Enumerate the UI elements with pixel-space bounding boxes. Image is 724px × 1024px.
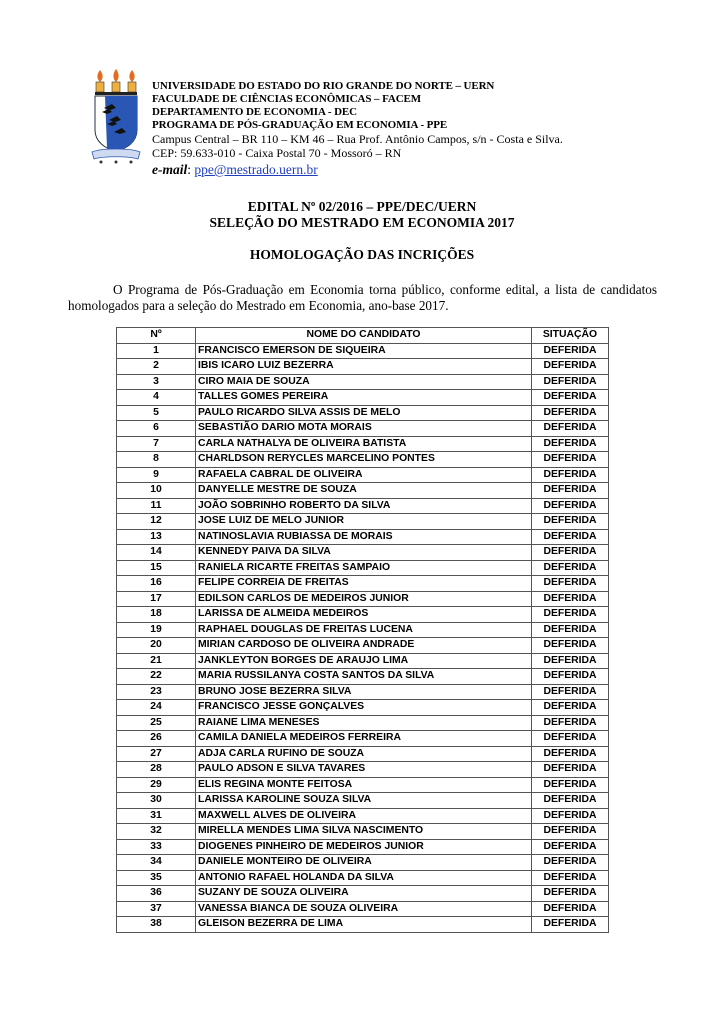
row-number: 29 xyxy=(117,777,196,793)
table-row xyxy=(117,390,609,406)
postal-line: CEP: 59.633-010 - Caixa Postal 70 - Mossoró – RN xyxy=(152,146,402,160)
candidate-name: DANIELE MONTEIRO DE OLIVEIRA xyxy=(196,855,532,871)
row-number: 26 xyxy=(117,731,196,747)
status-cell: DEFERIDA xyxy=(532,405,609,421)
status-cell: DEFERIDA xyxy=(532,591,609,607)
status-cell: DEFERIDA xyxy=(532,777,609,793)
email-separator: : xyxy=(187,162,195,177)
candidate-name: FRANCISCO JESSE GONÇALVES xyxy=(196,700,532,716)
row-number: 22 xyxy=(117,669,196,685)
table-row xyxy=(117,514,609,530)
program-name: PROGRAMA DE PÓS-GRADUAÇÃO EM ECONOMIA - PPE xyxy=(152,119,448,131)
table-row xyxy=(117,638,609,654)
header-candidate-name: NOME DO CANDIDATO xyxy=(196,328,532,344)
table-row xyxy=(117,576,609,592)
table-row xyxy=(117,777,609,793)
row-number: 6 xyxy=(117,421,196,437)
row-number: 25 xyxy=(117,715,196,731)
shield-icon xyxy=(95,96,137,152)
candidate-name: KENNEDY PAIVA DA SILVA xyxy=(196,545,532,561)
status-cell: DEFERIDA xyxy=(532,467,609,483)
table-row xyxy=(117,421,609,437)
row-number: 5 xyxy=(117,405,196,421)
candidate-name: IBIS ICARO LUIZ BEZERRA xyxy=(196,359,532,375)
candidate-name: RANIELA RICARTE FREITAS SAMPAIO xyxy=(196,560,532,576)
candidate-name: DANYELLE MESTRE DE SOUZA xyxy=(196,483,532,499)
status-cell: DEFERIDA xyxy=(532,808,609,824)
status-cell: DEFERIDA xyxy=(532,669,609,685)
table-row xyxy=(117,793,609,809)
candidate-name: VANESSA BIANCA DE SOUZA OLIVEIRA xyxy=(196,901,532,917)
candidate-name: ELIS REGINA MONTE FEITOSA xyxy=(196,777,532,793)
table-row xyxy=(117,374,609,390)
candidate-name: RAFAELA CABRAL DE OLIVEIRA xyxy=(196,467,532,483)
row-number: 31 xyxy=(117,808,196,824)
status-cell: DEFERIDA xyxy=(532,715,609,731)
table-row xyxy=(117,731,609,747)
table-row xyxy=(117,359,609,375)
row-number: 15 xyxy=(117,560,196,576)
status-cell: DEFERIDA xyxy=(532,390,609,406)
department-name: DEPARTAMENTO DE ECONOMIA - DEC xyxy=(152,106,358,118)
row-number: 11 xyxy=(117,498,196,514)
table-row xyxy=(117,653,609,669)
edital-title: EDITAL Nº 02/2016 – PPE/DEC/UERN xyxy=(247,199,477,214)
status-cell: DEFERIDA xyxy=(532,638,609,654)
row-number: 3 xyxy=(117,374,196,390)
candidate-name: SUZANY DE SOUZA OLIVEIRA xyxy=(196,886,532,902)
table-row xyxy=(117,560,609,576)
selection-title: SELEÇÃO DO MESTRADO EM ECONOMIA 2017 xyxy=(209,215,515,230)
row-number: 28 xyxy=(117,762,196,778)
candidate-name: FRANCISCO EMERSON DE SIQUEIRA xyxy=(196,343,532,359)
status-cell: DEFERIDA xyxy=(532,731,609,747)
candidate-name: NATINOSLAVIA RUBIASSA DE MORAIS xyxy=(196,529,532,545)
candidate-name: JANKLEYTON BORGES DE ARAUJO LIMA xyxy=(196,653,532,669)
row-number: 10 xyxy=(117,483,196,499)
table-row xyxy=(117,498,609,514)
table-row xyxy=(117,452,609,468)
torch-icon xyxy=(95,69,137,95)
status-cell: DEFERIDA xyxy=(532,824,609,840)
candidate-name: GLEISON BEZERRA DE LIMA xyxy=(196,917,532,933)
status-cell: DEFERIDA xyxy=(532,607,609,623)
table-row xyxy=(117,762,609,778)
candidate-name: BRUNO JOSE BEZERRA SILVA xyxy=(196,684,532,700)
row-number: 14 xyxy=(117,545,196,561)
candidates-table xyxy=(116,327,609,933)
status-cell: DEFERIDA xyxy=(532,483,609,499)
table-row xyxy=(117,405,609,421)
status-cell: DEFERIDA xyxy=(532,529,609,545)
candidate-name: PAULO ADSON E SILVA TAVARES xyxy=(196,762,532,778)
row-number: 37 xyxy=(117,901,196,917)
status-cell: DEFERIDA xyxy=(532,452,609,468)
candidate-name: MIRELLA MENDES LIMA SILVA NASCIMENTO xyxy=(196,824,532,840)
candidate-name: FELIPE CORREIA DE FREITAS xyxy=(196,576,532,592)
table-row xyxy=(117,436,609,452)
candidate-name: PAULO RICARDO SILVA ASSIS DE MELO xyxy=(196,405,532,421)
table-row xyxy=(117,591,609,607)
table-row xyxy=(117,483,609,499)
status-cell: DEFERIDA xyxy=(532,560,609,576)
row-number: 32 xyxy=(117,824,196,840)
candidate-name: TALLES GOMES PEREIRA xyxy=(196,390,532,406)
candidate-name: SEBASTIÃO DARIO MOTA MORAIS xyxy=(196,421,532,437)
faculty-name: FACULDADE DE CIÊNCIAS ECONÔMICAS – FACEM xyxy=(152,93,422,105)
status-cell: DEFERIDA xyxy=(532,700,609,716)
row-number: 9 xyxy=(117,467,196,483)
status-cell: DEFERIDA xyxy=(532,343,609,359)
row-number: 35 xyxy=(117,870,196,886)
candidate-name: ANTONIO RAFAEL HOLANDA DA SILVA xyxy=(196,870,532,886)
row-number: 23 xyxy=(117,684,196,700)
table-row xyxy=(117,467,609,483)
row-number: 19 xyxy=(117,622,196,638)
status-cell: DEFERIDA xyxy=(532,653,609,669)
row-number: 34 xyxy=(117,855,196,871)
row-number: 2 xyxy=(117,359,196,375)
status-cell: DEFERIDA xyxy=(532,514,609,530)
candidate-name: CIRO MAIA DE SOUZA xyxy=(196,374,532,390)
row-number: 36 xyxy=(117,886,196,902)
table-row xyxy=(117,917,609,933)
row-number: 16 xyxy=(117,576,196,592)
header-status: SITUAÇÃO xyxy=(532,328,609,344)
candidate-name: LARISSA DE ALMEIDA MEDEIROS xyxy=(196,607,532,623)
table-row xyxy=(117,343,609,359)
status-cell: DEFERIDA xyxy=(532,576,609,592)
status-cell: DEFERIDA xyxy=(532,436,609,452)
candidate-name: CARLA NATHALYA DE OLIVEIRA BATISTA xyxy=(196,436,532,452)
table-row xyxy=(117,669,609,685)
table-row xyxy=(117,545,609,561)
table-row xyxy=(117,746,609,762)
row-number: 7 xyxy=(117,436,196,452)
status-cell: DEFERIDA xyxy=(532,421,609,437)
table-row xyxy=(117,622,609,638)
table-row xyxy=(117,824,609,840)
candidate-name: JOÃO SOBRINHO ROBERTO DA SILVA xyxy=(196,498,532,514)
candidate-name: MAXWELL ALVES DE OLIVEIRA xyxy=(196,808,532,824)
row-number: 1 xyxy=(117,343,196,359)
table-row xyxy=(117,529,609,545)
candidate-name: RAPHAEL DOUGLAS DE FREITAS LUCENA xyxy=(196,622,532,638)
table-row xyxy=(117,870,609,886)
candidate-name: MIRIAN CARDOSO DE OLIVEIRA ANDRADE xyxy=(196,638,532,654)
row-number: 27 xyxy=(117,746,196,762)
status-cell: DEFERIDA xyxy=(532,622,609,638)
table-row xyxy=(117,715,609,731)
status-cell: DEFERIDA xyxy=(532,746,609,762)
row-number: 12 xyxy=(117,514,196,530)
candidate-name: CHARLDSON RERYCLES MARCELINO PONTES xyxy=(196,452,532,468)
status-cell: DEFERIDA xyxy=(532,359,609,375)
candidate-name: MARIA RUSSILANYA COSTA SANTOS DA SILVA xyxy=(196,669,532,685)
university-name: UNIVERSIDADE DO ESTADO DO RIO GRANDE DO NORTE – UERN xyxy=(152,80,495,92)
table-row xyxy=(117,886,609,902)
status-cell: DEFERIDA xyxy=(532,870,609,886)
table-row xyxy=(117,855,609,871)
table-row xyxy=(117,901,609,917)
row-number: 30 xyxy=(117,793,196,809)
email-line xyxy=(152,161,652,179)
status-cell: DEFERIDA xyxy=(532,901,609,917)
row-number: 20 xyxy=(117,638,196,654)
email-label: e-mail xyxy=(152,162,188,177)
table-row xyxy=(117,839,609,855)
row-number: 18 xyxy=(117,607,196,623)
candidate-name: RAIANE LIMA MENESES xyxy=(196,715,532,731)
address-line: Campus Central – BR 110 – KM 46 – Rua Prof. Antônio Campos, s/n - Costa e Silva. xyxy=(152,132,563,146)
status-cell: DEFERIDA xyxy=(532,762,609,778)
table-row xyxy=(117,684,609,700)
row-number: 8 xyxy=(117,452,196,468)
row-number: 24 xyxy=(117,700,196,716)
row-number: 13 xyxy=(117,529,196,545)
intro-paragraph: O Programa de Pós-Graduação em Economia torna público, conforme edital, a lista de candidatos homologados para a seleção do Mestrado em Economia, ano-base 2017. xyxy=(68,282,657,313)
candidate-name: LARISSA KAROLINE SOUZA SILVA xyxy=(196,793,532,809)
status-cell: DEFERIDA xyxy=(532,684,609,700)
row-number: 4 xyxy=(117,390,196,406)
institution-header xyxy=(152,80,652,179)
candidate-name: JOSE LUIZ DE MELO JUNIOR xyxy=(196,514,532,530)
row-number: 33 xyxy=(117,839,196,855)
table-header-row xyxy=(117,328,609,344)
section-subtitle: HOMOLOGAÇÃO DAS INCRIÇÕES xyxy=(249,247,475,262)
status-cell: DEFERIDA xyxy=(532,374,609,390)
row-number: 17 xyxy=(117,591,196,607)
status-cell: DEFERIDA xyxy=(532,917,609,933)
status-cell: DEFERIDA xyxy=(532,498,609,514)
status-cell: DEFERIDA xyxy=(532,886,609,902)
university-logo xyxy=(91,68,141,164)
table-row xyxy=(117,607,609,623)
status-cell: DEFERIDA xyxy=(532,855,609,871)
email-link[interactable]: ppe@mestrado.uern.br xyxy=(194,162,318,177)
table-row xyxy=(117,808,609,824)
status-cell: DEFERIDA xyxy=(532,839,609,855)
motto-ribbon-icon xyxy=(92,149,140,164)
candidate-name: EDILSON CARLOS DE MEDEIROS JUNIOR xyxy=(196,591,532,607)
row-number: 21 xyxy=(117,653,196,669)
row-number: 38 xyxy=(117,917,196,933)
status-cell: DEFERIDA xyxy=(532,545,609,561)
table-row xyxy=(117,700,609,716)
candidate-name: DIOGENES PINHEIRO DE MEDEIROS JUNIOR xyxy=(196,839,532,855)
header-number: Nº xyxy=(117,328,196,344)
candidate-name: CAMILA DANIELA MEDEIROS FERREIRA xyxy=(196,731,532,747)
status-cell: DEFERIDA xyxy=(532,793,609,809)
candidate-name: ADJA CARLA RUFINO DE SOUZA xyxy=(196,746,532,762)
